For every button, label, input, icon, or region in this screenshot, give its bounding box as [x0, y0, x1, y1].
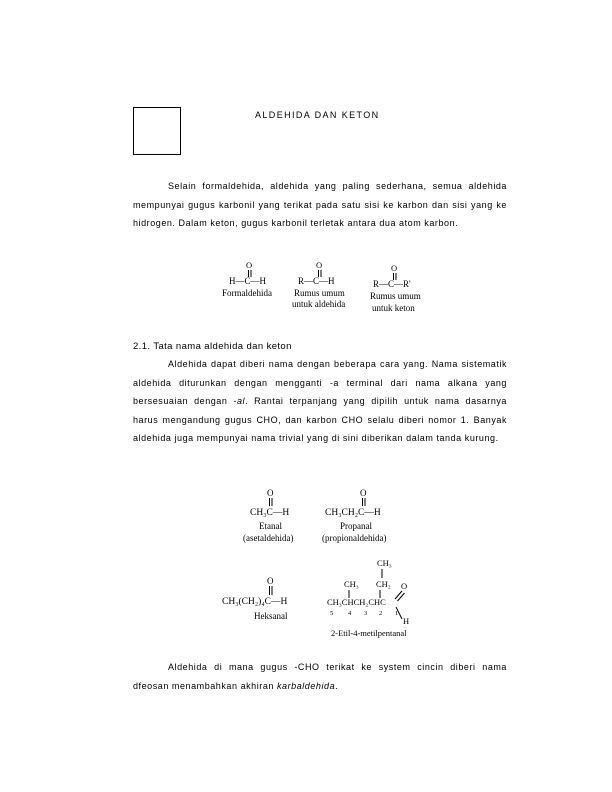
keton-general-formula: R—C—R'	[373, 279, 411, 289]
aldehyde-hydrogen: H	[403, 616, 410, 626]
oxygen-atom: O	[267, 576, 274, 586]
etil-metilpentanal-label: 2-Etil-4-metilpentanal	[331, 628, 407, 638]
closing-period: .	[335, 680, 339, 691]
heksanal-formula: CH₃(CH₂)₄C—H	[222, 597, 288, 607]
keton-general-label-1: Rumus umum	[370, 291, 421, 301]
section-heading: 2.1. Tata nama aldehida dan keton	[133, 341, 292, 352]
formaldehida-label: Formaldehida	[222, 288, 272, 298]
oxygen-atom: O	[360, 488, 367, 498]
chain-number-5: 5	[330, 610, 334, 617]
etanal-formula: CH₃C—H	[250, 508, 290, 518]
figure-aldehyde-examples	[0, 485, 612, 645]
formaldehida-formula: H—C—H	[229, 276, 267, 286]
heksanal-label: Heksanal	[254, 611, 288, 621]
etanal-label: Etanal	[259, 521, 282, 531]
figure-general-formulas	[0, 256, 612, 326]
chain-number-3: 3	[364, 610, 368, 617]
nomenclature-text-part-1: Aldehida dapat diberi nama dengan beberapa cara yang. Nama sistematik aldehida diturunkan dengan mengganti -a terminal dari nama alkana yang bersesuaian dengan	[133, 359, 507, 406]
aldehida-general-label-2: untuk aldehida	[292, 299, 346, 309]
page-title: ALDEHIDA DAN KETON	[255, 110, 380, 120]
aldehida-general-label-1: Rumus umum	[294, 288, 345, 298]
nomenclature-paragraph	[133, 355, 507, 448]
formaldehida-structure	[222, 260, 272, 298]
logo-placeholder-box	[133, 107, 181, 155]
propanal-structure	[322, 488, 386, 543]
oxygen-atom: O	[267, 488, 274, 498]
main-chain-formula: CH₃CHCH₂CHC	[327, 597, 386, 607]
methyl-substituent: CH₃	[344, 579, 359, 589]
suffix-al: -al	[233, 396, 246, 406]
oxygen-atom: O	[316, 260, 323, 270]
intro-paragraph-text: Selain formaldehida, aldehida yang paling sederhana, semua aldehida mempunyai gugus karbonil yang terikat pada satu sisi ke karbon dan sisi yang ke hidrogen. Dalam keton, gugus karbonil terletak antara dua atom karbon.	[133, 181, 507, 228]
heksanal-structure	[222, 576, 288, 621]
propanal-formula: CH₃CH₂C—H	[325, 508, 381, 518]
chain-number-2: 2	[379, 610, 383, 617]
oxygen-atom: O	[246, 260, 253, 270]
oxygen-atom: O	[391, 263, 398, 273]
nomenclature-paragraph-text	[133, 355, 507, 448]
closing-paragraph	[133, 658, 507, 695]
etanal-trivial-name: (asetaldehida)	[243, 533, 294, 543]
closing-text: Aldehida di mana gugus -CHO terikat ke system cincin diberi nama dfeosan menambahkan akhiran	[133, 662, 507, 691]
etil-metilpentanal-structure	[327, 558, 409, 638]
ethyl-methylene: CH₂	[376, 579, 391, 589]
aldehida-general-structure	[292, 260, 345, 309]
chain-number-4: 4	[348, 610, 352, 617]
keton-general-structure	[370, 263, 421, 313]
propanal-label: Propanal	[340, 521, 372, 531]
top-methyl-group: CH₃	[377, 558, 392, 568]
suffix-karbaldehida: karbaldehida	[276, 680, 336, 691]
keton-general-label-2: untuk keton	[372, 303, 415, 313]
closing-paragraph-text	[133, 658, 507, 695]
propanal-trivial-name: (propionaldehida)	[322, 533, 387, 543]
intro-paragraph	[133, 177, 507, 233]
nomenclature-text-part-2: . Rantai terpanjang yang dipilih untuk nama dasarnya harus mengandung gugus CHO, dan karbon CHO selalu diberi nomor 1. Banyak aldehida juga mempunyai nama trivial yang di sini diberikan dalam tanda kurung.	[133, 396, 507, 443]
chain-number-1: 1	[395, 610, 399, 617]
oxygen-atom: O	[401, 581, 408, 591]
etanal-structure	[243, 488, 293, 543]
aldehida-general-formula: R—C—H	[298, 276, 335, 286]
